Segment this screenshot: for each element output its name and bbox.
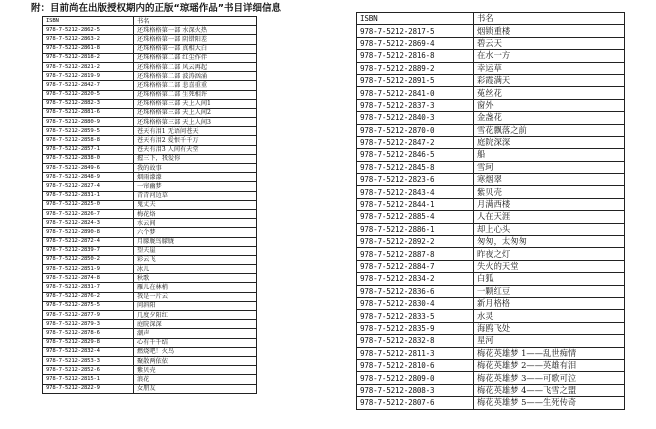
- table-row: [43, 62, 257, 71]
- isbn-cell: 978-7-5212-2884-7: [357, 260, 474, 272]
- isbn-cell: 978-7-5212-2840-3: [357, 112, 474, 124]
- isbn-cell: 978-7-5212-2826-7: [43, 209, 134, 218]
- table-row: [43, 209, 257, 218]
- table-row: [43, 99, 257, 108]
- book-title-cell: 望夫崖: [134, 246, 257, 255]
- isbn-cell: 978-7-5212-2823-6: [357, 174, 474, 186]
- table-row: [43, 44, 257, 53]
- isbn-cell: 978-7-5212-2862-5: [43, 26, 134, 35]
- book-title-cell: 碧云天: [474, 37, 625, 49]
- isbn-cell: 978-7-5212-2842-7: [43, 81, 134, 90]
- table-row: [43, 237, 257, 246]
- table-row: [43, 191, 257, 200]
- table-row: [43, 246, 257, 255]
- isbn-cell: 978-7-5212-2817-5: [357, 25, 474, 37]
- table-row: [43, 127, 257, 136]
- book-title-cell: 金盏花: [474, 112, 625, 124]
- isbn-cell: 978-7-5212-2819-9: [43, 72, 134, 81]
- table-row: [357, 74, 625, 86]
- book-title-cell: 彩云飞: [134, 255, 257, 264]
- isbn-cell: 978-7-5212-2861-8: [43, 44, 134, 53]
- book-title-cell: 梅花英雄梦 5——生死传奇: [474, 397, 625, 409]
- isbn-cell: 978-7-5212-2827-4: [43, 182, 134, 191]
- book-title-cell: 人在天涯: [474, 211, 625, 223]
- table-row: [43, 136, 257, 145]
- isbn-cell: 978-7-5212-2881-6: [43, 108, 134, 117]
- isbn-cell: 978-7-5212-2857-1: [43, 145, 134, 154]
- book-title-cell: 还珠格格第一部 真相大白: [134, 44, 257, 53]
- book-title-cell: 六个梦: [134, 228, 257, 237]
- book-title-cell: 还珠格格第一部 水深火热: [134, 26, 257, 35]
- table-row: [357, 161, 625, 173]
- isbn-cell: 978-7-5212-2846-5: [357, 149, 474, 161]
- book-title-cell: 还珠格格第二部 波涛汹涌: [134, 72, 257, 81]
- table-row: [43, 274, 257, 283]
- book-title-cell: 梅花英雄梦 2——英雄有泪: [474, 359, 625, 371]
- book-title-cell: 梅花英雄梦 1——乱世痴情: [474, 347, 625, 359]
- book-title-cell: 彩霞满天: [474, 74, 625, 86]
- isbn-column-header: ISBN: [43, 17, 134, 26]
- table-row: [357, 62, 625, 74]
- table-row: [357, 335, 625, 347]
- table-row: [43, 329, 257, 338]
- table-row: [357, 211, 625, 223]
- table-row: [43, 255, 257, 264]
- table-row: [357, 99, 625, 111]
- isbn-cell: 978-7-5212-2825-0: [43, 200, 134, 209]
- book-title-cell: 庭院深深: [474, 136, 625, 148]
- book-list-table-right: [356, 12, 625, 410]
- book-title-cell: 苍天有泪1 无语问苍天: [134, 127, 257, 136]
- isbn-cell: 978-7-5212-2820-5: [43, 90, 134, 99]
- isbn-cell: 978-7-5212-2821-2: [43, 62, 134, 71]
- table-row: [43, 182, 257, 191]
- isbn-cell: 978-7-5212-2872-4: [43, 237, 134, 246]
- table-row: [357, 322, 625, 334]
- isbn-cell: 978-7-5212-2875-5: [43, 301, 134, 310]
- table-row: [357, 223, 625, 235]
- isbn-column-header: ISBN: [357, 13, 474, 25]
- isbn-cell: 978-7-5212-2891-5: [357, 74, 474, 86]
- table-row: [43, 265, 257, 274]
- book-title-cell: 新月格格: [474, 297, 625, 309]
- book-title-cell: 白狐: [474, 273, 625, 285]
- book-title-cell: 月满西楼: [474, 198, 625, 210]
- isbn-cell: 978-7-5212-2874-8: [43, 274, 134, 283]
- table-row: [357, 136, 625, 148]
- isbn-cell: 978-7-5212-2878-6: [43, 329, 134, 338]
- book-title-cell: 女朋友: [134, 384, 257, 393]
- book-title-cell: 心有千千结: [134, 338, 257, 347]
- book-title-cell: 梅花英雄梦 3——可歌可泣: [474, 372, 625, 384]
- table-row: [43, 72, 257, 81]
- isbn-cell: 978-7-5212-2882-3: [43, 99, 134, 108]
- isbn-cell: 978-7-5212-2876-2: [43, 292, 134, 301]
- table-row: [43, 292, 257, 301]
- book-title-cell: 月朦胧鸟朦胧: [134, 237, 257, 246]
- isbn-cell: 978-7-5212-2836-6: [357, 285, 474, 297]
- table-row: [43, 301, 257, 310]
- book-title-cell: 紫贝壳: [474, 186, 625, 198]
- isbn-cell: 978-7-5212-2811-3: [357, 347, 474, 359]
- book-title-cell: 还珠格格第一部 阴错阳差: [134, 35, 257, 44]
- table-row: [43, 320, 257, 329]
- table-row: [43, 108, 257, 117]
- table-row: [357, 198, 625, 210]
- isbn-cell: 978-7-5212-2852-6: [43, 366, 134, 375]
- isbn-cell: 978-7-5212-2849-6: [43, 164, 134, 173]
- table-row: [43, 228, 257, 237]
- isbn-cell: 978-7-5212-2834-2: [357, 273, 474, 285]
- isbn-cell: 978-7-5212-2841-0: [357, 87, 474, 99]
- book-title-cell: 燃烧吧！火鸟: [134, 347, 257, 356]
- isbn-cell: 978-7-5212-2892-2: [357, 236, 474, 248]
- isbn-cell: 978-7-5212-2877-9: [43, 311, 134, 320]
- isbn-cell: 978-7-5212-2843-4: [357, 186, 474, 198]
- book-title-cell: 还珠格格第二部 红尘作伴: [134, 53, 257, 62]
- isbn-cell: 978-7-5212-2845-8: [357, 161, 474, 173]
- book-title-cell: 烟锁重楼: [474, 25, 625, 37]
- table-row: [43, 118, 257, 127]
- table-row: [357, 124, 625, 136]
- book-title-cell: 苍天有泪3 人间有天堂: [134, 145, 257, 154]
- isbn-cell: 978-7-5212-2887-8: [357, 248, 474, 260]
- table-row: [43, 347, 257, 356]
- book-title-cell: 雪花飘落之前: [474, 124, 625, 136]
- title-column-header: 书名: [474, 13, 625, 25]
- table-row: [357, 297, 625, 309]
- table-row: [357, 186, 625, 198]
- isbn-cell: 978-7-5212-2815-1: [43, 375, 134, 384]
- isbn-cell: 978-7-5212-2837-3: [357, 99, 474, 111]
- isbn-cell: 978-7-5212-2886-1: [357, 223, 474, 235]
- book-title-cell: 青青河边草: [134, 191, 257, 200]
- isbn-cell: 978-7-5212-2832-4: [43, 347, 134, 356]
- book-title-cell: 寒烟翠: [474, 174, 625, 186]
- isbn-cell: 978-7-5212-2853-3: [43, 356, 134, 365]
- isbn-cell: 978-7-5212-2810-6: [357, 359, 474, 371]
- isbn-cell: 978-7-5212-2869-4: [357, 37, 474, 49]
- book-title-cell: 还珠格格第二部 风云再起: [134, 62, 257, 71]
- isbn-cell: 978-7-5212-2879-3: [43, 320, 134, 329]
- table-row: [43, 35, 257, 44]
- isbn-cell: 978-7-5212-2832-8: [357, 335, 474, 347]
- isbn-cell: 978-7-5212-2831-7: [43, 283, 134, 292]
- table-row: [43, 145, 257, 154]
- table-row: [43, 384, 257, 393]
- table-row: [357, 236, 625, 248]
- table-row: [43, 311, 257, 320]
- table-row: [357, 25, 625, 37]
- book-title-cell: 烟雨濛濛: [134, 173, 257, 182]
- isbn-cell: 978-7-5212-2808-3: [357, 384, 474, 396]
- book-list-table-left: [42, 16, 257, 394]
- book-title-cell: 还珠格格第三部 天上人间2: [134, 108, 257, 117]
- table-row: [43, 338, 257, 347]
- book-title-cell: 梅花烙: [134, 209, 257, 218]
- table-row: [357, 174, 625, 186]
- isbn-cell: 978-7-5212-2858-8: [43, 136, 134, 145]
- isbn-cell: 978-7-5212-2809-0: [357, 372, 474, 384]
- table-row: [43, 366, 257, 375]
- isbn-cell: 978-7-5212-2890-8: [43, 228, 134, 237]
- book-title-cell: 苍天有泪2 爱恨千千万: [134, 136, 257, 145]
- isbn-cell: 978-7-5212-2863-2: [43, 35, 134, 44]
- table-row: [357, 248, 625, 260]
- book-title-cell: 窗外: [474, 99, 625, 111]
- table-row: [357, 285, 625, 297]
- table-row: [43, 90, 257, 99]
- book-title-cell: 菟丝花: [474, 87, 625, 99]
- book-title-cell: 几度夕阳红: [134, 311, 257, 320]
- table-row: [43, 356, 257, 365]
- table-header-row: [43, 17, 257, 26]
- isbn-cell: 978-7-5212-2824-3: [43, 219, 134, 228]
- isbn-cell: 978-7-5212-2816-8: [357, 50, 474, 62]
- book-title-cell: 鬼丈夫: [134, 200, 257, 209]
- book-title-cell: 水云间: [134, 219, 257, 228]
- isbn-cell: 978-7-5212-2851-9: [43, 265, 134, 274]
- isbn-cell: 978-7-5212-2830-4: [357, 297, 474, 309]
- table-row: [43, 26, 257, 35]
- table-row: [357, 87, 625, 99]
- isbn-cell: 978-7-5212-2807-6: [357, 397, 474, 409]
- book-title-cell: 还珠格格第二部 生死相许: [134, 90, 257, 99]
- book-title-cell: 匆匆，太匆匆: [474, 236, 625, 248]
- table-row: [357, 50, 625, 62]
- title-column-header: 书名: [134, 17, 257, 26]
- book-title-cell: 幸运草: [474, 62, 625, 74]
- book-title-cell: 握三下，我爱你: [134, 154, 257, 163]
- table-row: [43, 219, 257, 228]
- isbn-cell: 978-7-5212-2831-1: [43, 191, 134, 200]
- table-row: [43, 81, 257, 90]
- book-title-cell: 雪珂: [474, 161, 625, 173]
- isbn-cell: 978-7-5212-2839-7: [43, 246, 134, 255]
- table-row: [357, 372, 625, 384]
- isbn-cell: 978-7-5212-2850-2: [43, 255, 134, 264]
- book-title-cell: 冰儿: [134, 265, 257, 274]
- isbn-cell: 978-7-5212-2829-8: [43, 338, 134, 347]
- table-row: [357, 112, 625, 124]
- book-title-cell: 水灵: [474, 310, 625, 322]
- book-title-cell: 还珠格格第三部 天上人间3: [134, 118, 257, 127]
- isbn-cell: 978-7-5212-2848-9: [43, 173, 134, 182]
- isbn-cell: 978-7-5212-2847-2: [357, 136, 474, 148]
- book-title-cell: 我的故事: [134, 164, 257, 173]
- book-title-cell: 聚散两依依: [134, 356, 257, 365]
- book-title-cell: 海鸥飞处: [474, 322, 625, 334]
- book-title-cell: 秋歌: [134, 274, 257, 283]
- table-row: [357, 273, 625, 285]
- book-title-cell: 庭院深深: [134, 320, 257, 329]
- book-title-cell: 船: [474, 149, 625, 161]
- isbn-cell: 978-7-5212-2880-9: [43, 118, 134, 127]
- book-title-cell: 却上心头: [474, 223, 625, 235]
- book-title-cell: 雁儿在林梢: [134, 283, 257, 292]
- book-title-cell: 在水一方: [474, 50, 625, 62]
- book-title-cell: 星河: [474, 335, 625, 347]
- isbn-cell: 978-7-5212-2870-0: [357, 124, 474, 136]
- table-header-row: [357, 13, 625, 25]
- book-title-cell: 问斜阳: [134, 301, 257, 310]
- table-row: [357, 310, 625, 322]
- book-title-cell: 一颗红豆: [474, 285, 625, 297]
- table-row: [357, 384, 625, 396]
- isbn-cell: 978-7-5212-2835-9: [357, 322, 474, 334]
- book-title-cell: 失火的天堂: [474, 260, 625, 272]
- table-row: [43, 164, 257, 173]
- book-title-cell: 紫贝壳: [134, 366, 257, 375]
- table-row: [357, 37, 625, 49]
- table-row: [43, 173, 257, 182]
- book-title-cell: 昨夜之灯: [474, 248, 625, 260]
- table-row: [43, 375, 257, 384]
- table-row: [357, 260, 625, 272]
- table-row: [43, 200, 257, 209]
- table-row: [43, 154, 257, 163]
- isbn-cell: 978-7-5212-2885-4: [357, 211, 474, 223]
- isbn-cell: 978-7-5212-2818-2: [43, 53, 134, 62]
- isbn-cell: 978-7-5212-2889-2: [357, 62, 474, 74]
- table-row: [43, 53, 257, 62]
- isbn-cell: 978-7-5212-2822-9: [43, 384, 134, 393]
- book-title-cell: 还珠格格第三部 天上人间1: [134, 99, 257, 108]
- isbn-cell: 978-7-5212-2859-5: [43, 127, 134, 136]
- isbn-cell: 978-7-5212-2838-0: [43, 154, 134, 163]
- table-row: [357, 149, 625, 161]
- book-title-cell: 梅花英雄梦 4——飞雪之盟: [474, 384, 625, 396]
- table-row: [357, 397, 625, 409]
- table-row: [43, 283, 257, 292]
- book-title-cell: 一帘幽梦: [134, 182, 257, 191]
- isbn-cell: 978-7-5212-2844-1: [357, 198, 474, 210]
- book-title-cell: 还珠格格第二部 悲喜重重: [134, 81, 257, 90]
- book-title-cell: 浪花: [134, 375, 257, 384]
- table-row: [357, 347, 625, 359]
- table-row: [357, 359, 625, 371]
- book-title-cell: 我是一片云: [134, 292, 257, 301]
- isbn-cell: 978-7-5212-2833-5: [357, 310, 474, 322]
- document-heading: 附：目前尚在出版授权期内的正版“琼瑶作品”书目详细信息: [31, 3, 281, 14]
- book-title-cell: 潮声: [134, 329, 257, 338]
